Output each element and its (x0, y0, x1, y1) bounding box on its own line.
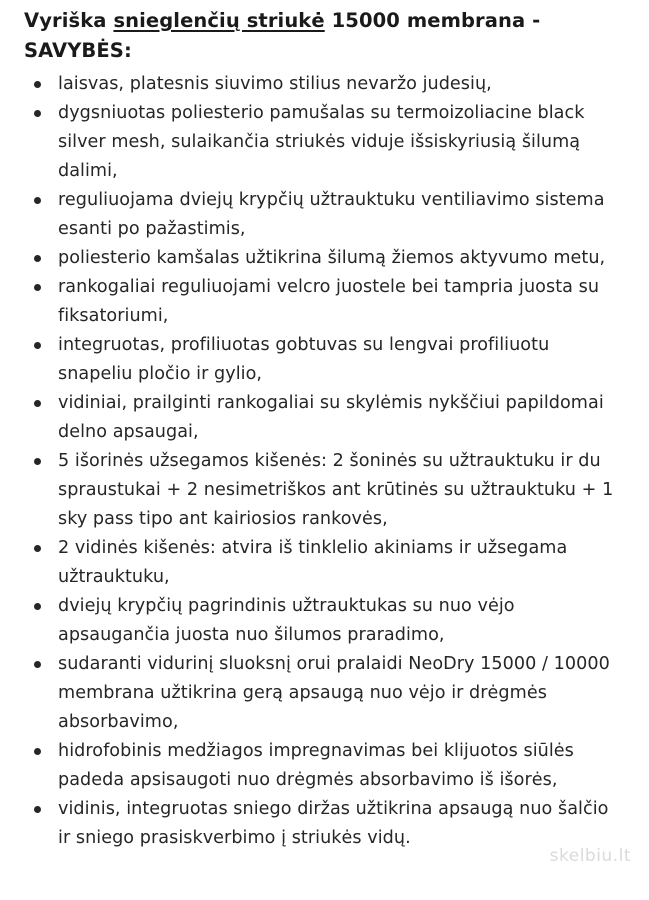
list-item (24, 737, 624, 795)
list-item-text: dviejų krypčių pagrindinis užtrauktukas su nuo vėjo apsaugančia juosta nuo šilumos praradimo, (58, 596, 515, 645)
bullet-icon (34, 110, 41, 117)
title-link[interactable]: snieglenčių striukė (113, 9, 325, 32)
bullet-icon (34, 458, 41, 465)
bullet-icon (34, 342, 41, 349)
list-item (24, 331, 624, 389)
list-item-text: vidiniai, prailginti rankogaliai su skylėmis nykščiui papildomai delno apsaugai, (58, 393, 604, 442)
page-title (24, 6, 624, 66)
bullet-icon (34, 255, 41, 262)
bullet-icon (34, 81, 41, 88)
list-item (24, 99, 624, 186)
list-item (24, 244, 624, 273)
properties-list (24, 70, 624, 853)
list-item (24, 70, 624, 99)
list-item (24, 592, 624, 650)
list-item (24, 447, 624, 534)
list-item (24, 389, 624, 447)
list-item (24, 795, 624, 853)
list-item (24, 650, 624, 737)
list-item-text: sudaranti vidurinį sluoksnį orui pralaidi NeoDry 15000 / 10000 membrana užtikrina gerą apsaugą nuo vėjo ir drėgmės absorbavimo, (58, 654, 610, 732)
list-item-text: poliesterio kamšalas užtikrina šilumą žiemos aktyvumo metu, (58, 248, 606, 268)
title-suffix: 15000 membrana - SAVYBĖS: (24, 9, 541, 62)
list-item-text: 5 išorinės užsegamos kišenės: 2 šoninės su užtrauktuku ir du spraustukai + 2 nesimetriškos ant krūtinės su užtrauktuku + 1 sky pass tipo ant kairiosios rankovės, (58, 451, 614, 529)
bullet-icon (34, 661, 41, 668)
bullet-icon (34, 806, 41, 813)
list-item-text: laisvas, platesnis siuvimo stilius nevaržo judesių, (58, 74, 492, 94)
bullet-icon (34, 545, 41, 552)
list-item-text: dygsniuotas poliesterio pamušalas su termoizoliacine black silver mesh, sulaikančia striukės viduje išsiskyriusią šilumą dalimi, (58, 103, 585, 181)
list-item-text: reguliuojama dviejų krypčių užtrauktuku ventiliavimo sistema esanti po pažastimis, (58, 190, 605, 239)
list-item-text: vidinis, integruotas sniego diržas užtikrina apsaugą nuo šalčio ir sniego prasiskverbimo į striukės vidų. (58, 799, 609, 848)
list-item-text: integruotas, profiliuotas gobtuvas su lengvai profiliuotu snapeliu pločio ir gylio, (58, 335, 550, 384)
watermark: skelbiu.lt (549, 846, 631, 866)
list-item-text: 2 vidinės kišenės: atvira iš tinklelio akiniams ir užsegama užtrauktuku, (58, 538, 568, 587)
title-prefix: Vyriška (24, 9, 114, 32)
bullet-icon (34, 400, 41, 407)
bullet-icon (34, 197, 41, 204)
document-content (24, 6, 624, 853)
list-item-text: hidrofobinis medžiagos impregnavimas bei klijuotos siūlės padeda apsisaugoti nuo drėgmės absorbavimo iš išorės, (58, 741, 574, 790)
bullet-icon (34, 748, 41, 755)
bullet-icon (34, 284, 41, 291)
bullet-icon (34, 603, 41, 610)
list-item (24, 186, 624, 244)
list-item-text: rankogaliai reguliuojami velcro juostele bei tampria juosta su fiksatoriumi, (58, 277, 600, 326)
list-item (24, 534, 624, 592)
list-item (24, 273, 624, 331)
